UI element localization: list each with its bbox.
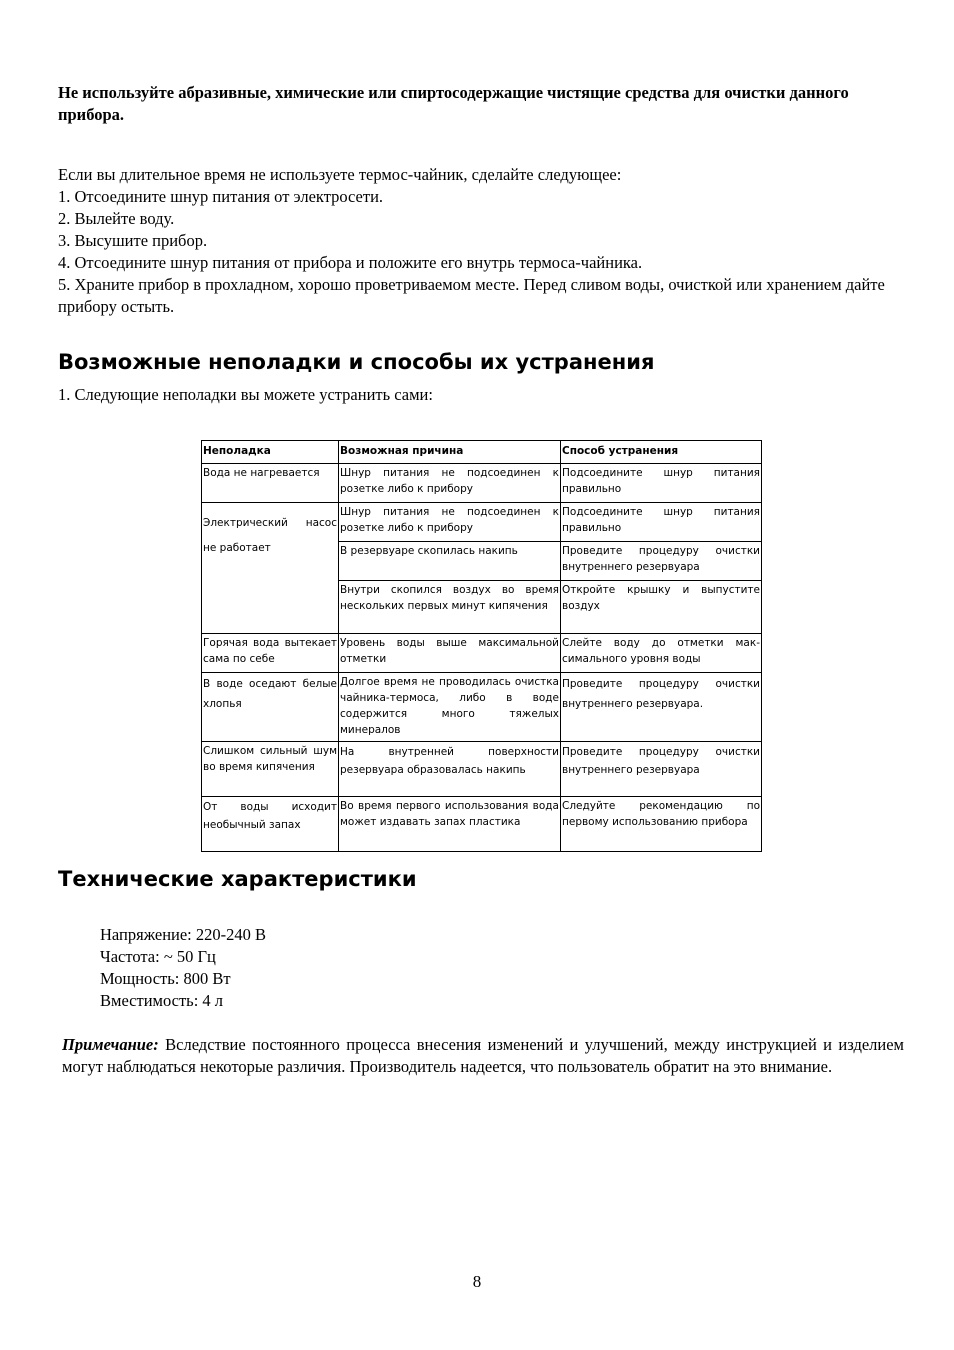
table-row — [202, 503, 762, 542]
storage-step: 4. Отсоедините шнур питания от прибора и положите его внутрь термоса-чайника. — [58, 253, 643, 272]
cause-cell: На внутренней поверхности резервуара образовалась накипь — [339, 742, 561, 797]
fix-cell: Откройте крышку и выпустите воздух — [561, 581, 762, 634]
troubleshooting-intro: 1. Следующие неполадки вы можете устранить сами: — [58, 385, 433, 404]
troubleshooting-table — [201, 440, 762, 852]
fix-cell: Следуйте рекомендацию по первому использованию прибора — [561, 797, 762, 852]
page-number: 8 — [472, 1272, 482, 1291]
problem-cell: Горячая вода вытекает сама по себе — [202, 634, 339, 673]
table-header-row — [202, 441, 762, 464]
fix-cell: Подсоедините шнур питания правильно — [561, 464, 762, 503]
problem-cell: Электрический насос не работает — [202, 503, 339, 634]
problem-cell: Слишком сильный шум во время кипячения — [202, 742, 339, 797]
table-row — [202, 797, 762, 852]
cause-cell: Долгое время не проводилась очистка чайника-термоса, либо в воде содержится много тяжелых минералов — [339, 673, 561, 742]
problem-cell: Вода не нагревается — [202, 464, 339, 503]
cause-cell: Уровень воды выше максимальной отметки — [339, 634, 561, 673]
storage-step: 2. Вылейте воду. — [58, 209, 175, 228]
storage-step: 1. Отсоедините шнур питания от электросети. — [58, 187, 384, 206]
header-fix: Способ устранения — [561, 441, 762, 464]
cause-cell: Шнур питания не подсоединен к розетке либо к прибору — [339, 503, 561, 542]
spec-item: Вместимость: 4 л — [100, 991, 224, 1010]
cause-cell: В резервуаре скопилась накипь — [339, 542, 561, 581]
storage-step: 5. Храните прибор в прохладном, хорошо проветриваемом месте. Перед сливом воды, очисткой или хранением дайте прибору остыть. — [58, 275, 885, 316]
cause-cell: Шнур питания не подсоединен к розетке либо к прибору — [339, 464, 561, 503]
fix-cell: Проведите процедуру очистки внутреннего резервуара — [561, 542, 762, 581]
specs-list — [100, 924, 266, 1012]
fix-cell: Подсоедините шнур питания правильно — [561, 503, 762, 542]
cause-cell: Внутри скопился воздух во время нескольких первых минут кипячения — [339, 581, 561, 634]
cleaning-warning: Не используйте абразивные, химические или спиртосодержащие чистящие средства для очистки данного прибора. — [58, 83, 849, 124]
storage-step: 3. Высушите прибор. — [58, 231, 208, 250]
cause-cell: Во время первого использования вода может издавать запах пластика — [339, 797, 561, 852]
fix-cell: Проведите процедуру очистки внутреннего резервуара. — [561, 673, 762, 742]
storage-intro: Если вы длительное время не используете термос-чайник, сделайте следующее: — [58, 165, 622, 184]
storage-instructions — [58, 164, 898, 318]
table-row — [202, 673, 762, 742]
spec-item: Напряжение: 220-240 В — [100, 925, 267, 944]
note-paragraph — [62, 1034, 904, 1078]
troubleshooting-heading: Возможные неполадки и способы их устранения — [58, 350, 655, 374]
table-row — [202, 464, 762, 503]
table-row — [202, 742, 762, 797]
table-row — [202, 634, 762, 673]
note-text: Вследствие постоянного процесса внесения изменений и улучшений, между инструкцией и изделием могут наблюдаться некоторые различия. Производитель надеется, что пользователь обратит на это внимание. — [62, 1035, 904, 1076]
fix-cell: Слейте воду до отметки мак-симального уровня воды — [561, 634, 762, 673]
spec-item: Мощность: 800 Вт — [100, 969, 231, 988]
note-label: Примечание: — [62, 1035, 159, 1054]
problem-cell: В воде оседают белые хлопья — [202, 673, 339, 742]
header-cause: Возможная причина — [339, 441, 561, 464]
spec-item: Частота: ~ 50 Гц — [100, 947, 216, 966]
problem-cell: От воды исходит необычный запах — [202, 797, 339, 852]
header-problem: Неполадка — [202, 441, 339, 464]
specs-heading: Технические характеристики — [58, 867, 417, 891]
fix-cell: Проведите процедуру очистки внутреннего резервуара — [561, 742, 762, 797]
